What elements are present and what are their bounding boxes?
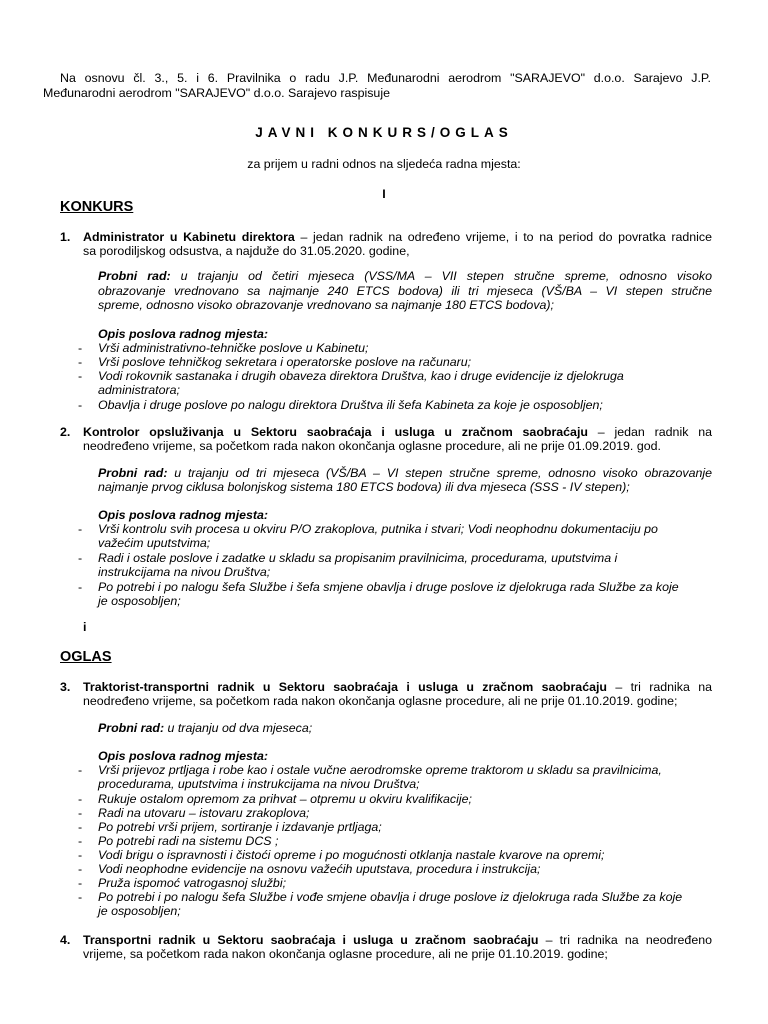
- document-title: JAVNI KONKURS/OGLAS: [255, 125, 513, 140]
- item-3-duty-3-dash: -: [78, 806, 83, 820]
- item-3-duty-2-dash: -: [78, 792, 83, 806]
- item-3-duty-1-dash: -: [78, 763, 83, 777]
- item-number-1: 1.: [60, 230, 71, 244]
- item-3-heading: [83, 680, 712, 695]
- item-number-4: 4.: [60, 933, 71, 947]
- item-1-duty-2: Vrši poslove tehničkog sekretara i operatorske poslove na računaru;: [98, 355, 472, 369]
- item-1-probni-line-2: obrazovanje vrednovano sa najmanje 240 ETCS bodova) ili tri mjeseca (VŠ/BA – VI stepen stručne: [98, 284, 712, 298]
- item-3-duty-9-continued: je osposobljen;: [98, 904, 181, 918]
- item-3-opis-label: Opis poslova radnog mjesta:: [98, 749, 269, 763]
- item-1-duty-4-dash: -: [78, 398, 83, 412]
- item-1-terms: – jedan radnik na određeno vrijeme, i to na period do povratka radnice: [294, 230, 712, 244]
- item-4-terms: – tri radnika na neodređeno: [538, 933, 712, 947]
- item-3-duty-5: Po potrebi radi na sistemu DCS ;: [98, 834, 279, 848]
- item-2-duty-1: Vrši kontrolu svih procesa u okviru P/O zrakoplova, putnika i stvari; Vodi neophodnu dokumentaciju po: [98, 522, 658, 536]
- section-heading-konkurs: KONKURS: [60, 199, 134, 215]
- intro-line-2: Međunarodni aerodrom "SARAJEVO" d.o.o. Sarajevo raspisuje: [43, 86, 390, 100]
- item-3-duty-4-dash: -: [78, 820, 83, 834]
- item-3-duty-7: Vodi neophodne evidencije na osnovu važećih uputstava, procedura i instrukcija;: [98, 862, 541, 876]
- item-2-opis-label: Opis poslova radnog mjesta:: [98, 508, 269, 522]
- intro-line-1: Na osnovu čl. 3., 5. i 6. Pravilnika o radu J.P. Međunarodni aerodrom "SARAJEVO" d.o.o. Sarajevo J.P.: [60, 71, 711, 85]
- document-subtitle: za prijem u radni odnos na sljedeća radna mjesta:: [247, 157, 521, 171]
- item-3-terms-continued: neodređeno vrijeme, sa početkom rada nakon okončanja oglasne procedure, ali ne prije 01.10.2019. godine;: [83, 694, 678, 708]
- item-3-duty-1-continued: procedurama, uputstvima i instrukcijama na nivou Društva;: [98, 777, 420, 791]
- item-3-duty-8-dash: -: [78, 876, 83, 890]
- conjunction-i: i: [83, 620, 87, 634]
- item-2-duty-1-dash: -: [78, 522, 83, 536]
- item-3-duty-5-dash: -: [78, 834, 83, 848]
- item-1-probni-line-1: Probni rad: u trajanju od četiri mjeseca (VSS/MA – VII stepen stručne spreme, odnosno visoko: [98, 269, 712, 283]
- item-1-duty-2-dash: -: [78, 355, 83, 369]
- item-1-duty-3-dash: -: [78, 369, 83, 383]
- item-2-duty-3: Po potrebi i po nalogu šefa Službe i šefa smjene obavlja i druge poslove iz djelokruga rada Službe za koje: [98, 580, 679, 594]
- item-3-duty-6-dash: -: [78, 848, 83, 862]
- item-2-duty-1-continued: važećim uputstvima;: [98, 536, 211, 550]
- item-1-probni-line-3: spreme, odnosno visoko obrazovanje vrednovano sa najmanje 180 ETCS bodova);: [98, 298, 554, 312]
- item-1-duty-4: Obavlja i druge poslove po nalogu direktora Društva ili šefa Kabineta za koje je osposobljen;: [98, 398, 603, 412]
- item-3-duty-7-dash: -: [78, 862, 83, 876]
- item-2-title: Kontrolor opsluživanja u Sektoru saobraćaja i usluga u zračnom saobraćaju: [83, 425, 588, 439]
- item-4-title: Transportni radnik u Sektoru saobraćaja i usluga u zračnom saobraćaju: [83, 933, 539, 947]
- probni-rad-label: Probni rad:: [98, 721, 165, 735]
- item-1-duty-3-continued: administratora;: [98, 383, 180, 397]
- probni-rad-label: Probni rad:: [98, 466, 168, 480]
- item-2-duty-3-dash: -: [78, 580, 83, 594]
- item-3-duty-9: Po potrebi i po nalogu šefa Službe i vođe smjene obavlja i druge poslove iz djelokruga rada Službe za koje: [98, 890, 683, 904]
- item-2-probni-line-1: Probni rad: u trajanju od tri mjeseca (VŠ/BA – VI stepen stručne spreme, odnosno visoko obrazovanje: [98, 466, 712, 480]
- item-3-duty-2: Rukuje ostalom opremom za prihvat – otpremu u okviru kvalifikacije;: [98, 792, 472, 806]
- item-1-title: Administrator u Kabinetu direktora: [83, 230, 295, 244]
- item-2-duty-2-dash: -: [78, 551, 83, 565]
- item-number-2: 2.: [60, 425, 71, 439]
- item-4-heading: [83, 933, 712, 948]
- item-2-duty-3-continued: je osposobljen;: [98, 594, 181, 608]
- item-1-duty-1-dash: -: [78, 341, 83, 355]
- section-heading-oglas: OGLAS: [60, 649, 112, 665]
- item-3-probni-line-1: Probni rad: u trajanju od dva mjeseca;: [98, 721, 313, 735]
- item-2-heading: [83, 425, 712, 440]
- item-2-terms-continued: neodređeno vrijeme, sa početkom rada nakon okončanja oglasne procedure, ali ne prije 01.09.2019. god.: [83, 439, 661, 453]
- item-2-duty-2-continued: instrukcijama na nivou Društva;: [98, 565, 271, 579]
- item-3-duty-9-dash: -: [78, 890, 83, 904]
- probni-rad-label: Probni rad:: [98, 269, 171, 283]
- item-2-duty-2: Radi i ostale poslove i zadatke u skladu sa propisanim pravilnicima, procedurama, uputstvima i: [98, 551, 618, 565]
- item-3-duty-6: Vodi brigu o ispravnosti i čistoći opreme i po mogućnosti otklanja nastale kvarove na opremi;: [98, 848, 605, 862]
- item-2-terms: – jedan radnik na: [587, 425, 712, 439]
- item-1-duty-1: Vrši administrativno-tehničke poslove u Kabinetu;: [98, 341, 369, 355]
- item-3-duty-4: Po potrebi vrši prijem, sortiranje i izdavanje prtljaga;: [98, 820, 382, 834]
- item-3-terms: – tri radnika na: [607, 680, 712, 694]
- item-3-title: Traktorist-transportni radnik u Sektoru saobraćaja i usluga u zračnom saobraćaju: [83, 680, 607, 694]
- item-1-heading: [83, 230, 712, 245]
- roman-numeral-one: I: [382, 187, 386, 201]
- item-1-duty-3: Vodi rokovnik sastanaka i drugih obaveza direktora Društva, kao i druge evidencije iz djelokruga: [98, 369, 624, 383]
- item-3-duty-3: Radi na utovaru – istovaru zrakoplova;: [98, 806, 310, 820]
- item-2-probni-line-2: najmanje prvog ciklusa bolonjskog sistema 180 ETCS bodova) ili dva mjeseca (SSS - IV stepen);: [98, 480, 630, 494]
- item-3-duty-8: Pruža ispomoć vatrogasnoj službi;: [98, 876, 287, 890]
- item-1-terms-continued: sa porodiljskog odsustva, a najduže do 31.05.2020. godine,: [83, 244, 410, 258]
- item-number-3: 3.: [60, 680, 71, 694]
- item-1-opis-label: Opis poslova radnog mjesta:: [98, 327, 269, 341]
- item-4-terms-continued: vrijeme, sa početkom rada nakon okončanja oglasne procedure, ali ne prije 01.10.2019. godine;: [83, 947, 608, 961]
- item-3-duty-1: Vrši prijevoz prtljaga i robe kao i ostale vučne aerodromske opreme traktorom u skladu sa pravilnicima,: [98, 763, 662, 777]
